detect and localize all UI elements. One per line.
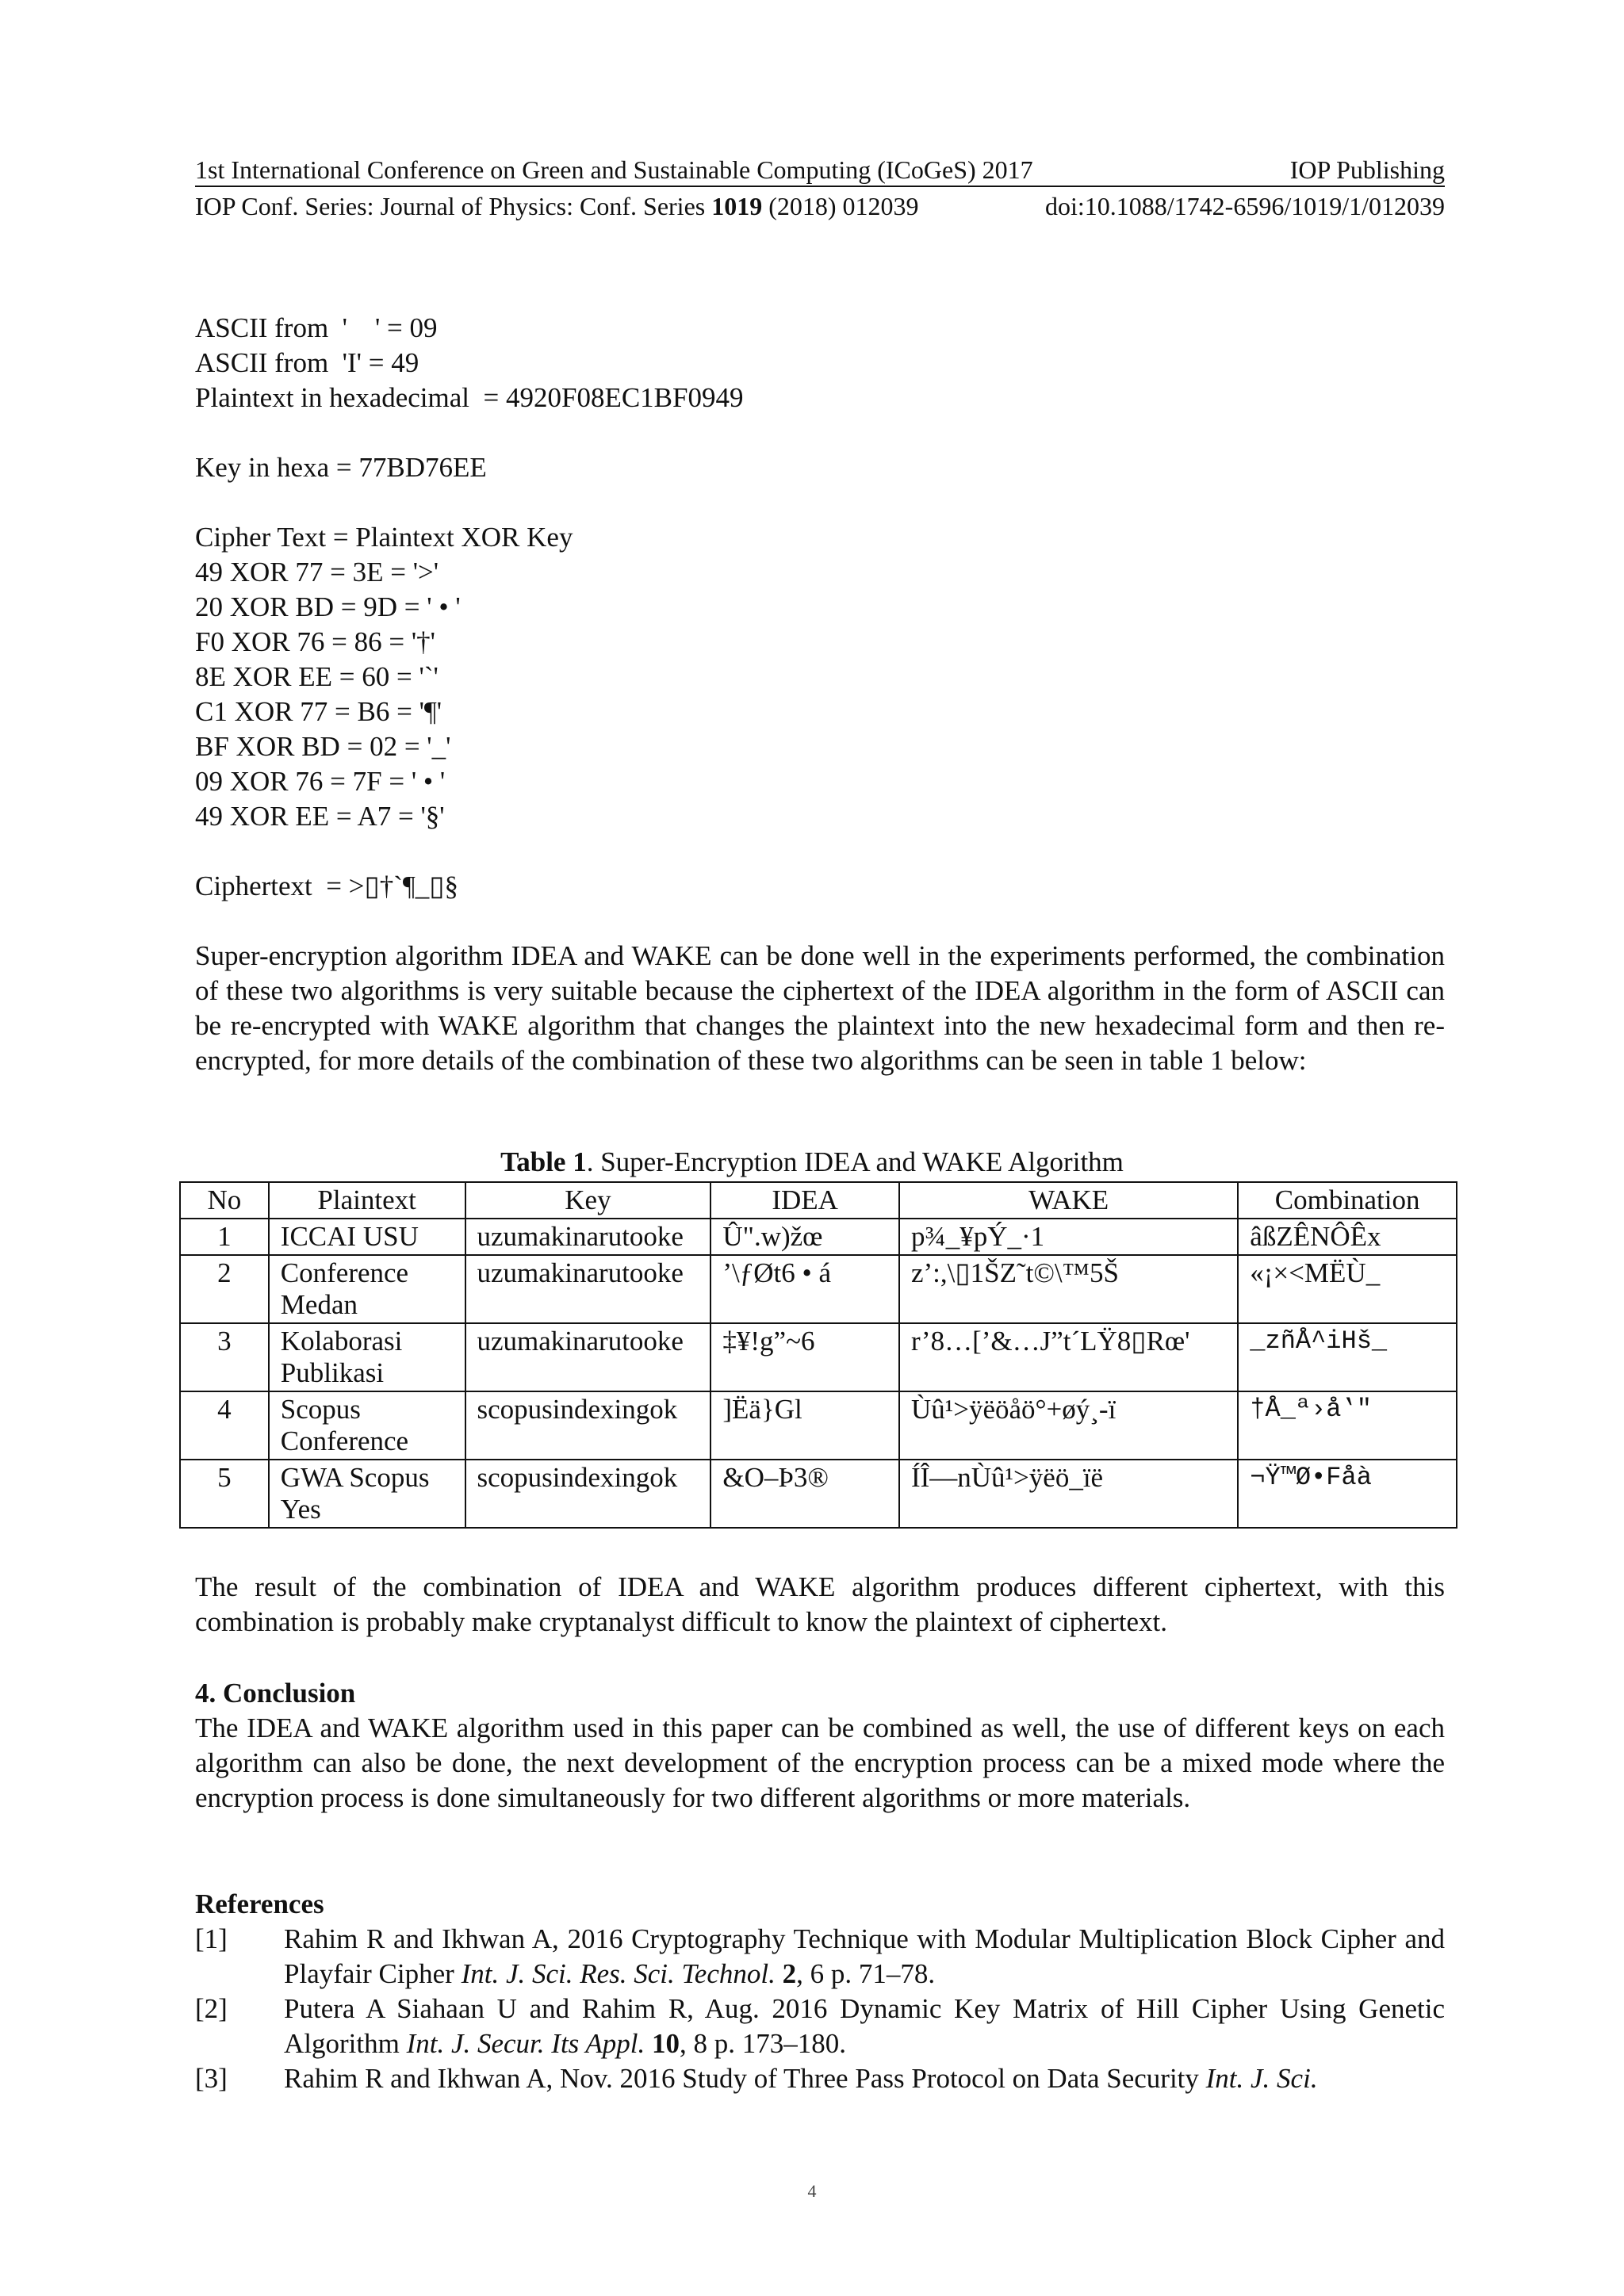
cell-wake: z’:,\▯1ŠZ˜t©\™5Š bbox=[899, 1255, 1238, 1323]
cell-key: scopusindexingok bbox=[465, 1391, 711, 1460]
table-row bbox=[180, 1460, 1457, 1528]
doi-text: doi:10.1088/1742-6596/1019/1/012039 bbox=[1045, 192, 1445, 220]
header-rule bbox=[195, 186, 1445, 187]
column-header: WAKE bbox=[899, 1182, 1238, 1219]
publisher-name: IOP Publishing bbox=[1289, 155, 1445, 184]
column-header: Key bbox=[465, 1182, 711, 1219]
key-line: Key in hexa = 77BD76EE bbox=[195, 452, 487, 483]
xor-line: 20 XOR BD = 9D = ' • ' bbox=[195, 591, 461, 622]
cell-wake: Ùû¹>ÿëöåö°+øý¸-ï bbox=[899, 1391, 1238, 1460]
conference-name: 1st International Conference on Green and Sustainable Computing (ICoGeS) 2017 bbox=[195, 155, 1033, 184]
plaintext-hex-line: Plaintext in hexadecimal = 4920F08EC1BF0949 bbox=[195, 382, 744, 413]
table-row bbox=[180, 1391, 1457, 1460]
ascii-line: ASCII from ' ' = 09 bbox=[195, 312, 438, 343]
table-row bbox=[180, 1255, 1457, 1323]
cell-idea: ]Ëä}Gl bbox=[710, 1391, 899, 1460]
cell-key: scopusindexingok bbox=[465, 1460, 711, 1528]
column-header: IDEA bbox=[710, 1182, 899, 1219]
conclusion-paragraph: The IDEA and WAKE algorithm used in this paper can be combined as well, the use of different keys on each algorithm can also be done, the next development of the encryption process can be a mixed mode where the encryption process is done simultaneously for two different algorithms or more materials. bbox=[195, 1712, 1445, 1813]
cell-idea: ’\ƒØt6 • á bbox=[710, 1255, 899, 1323]
reference-number: [3] bbox=[195, 2063, 228, 2094]
results-table bbox=[179, 1181, 1457, 1529]
xor-line: 8E XOR EE = 60 = '`' bbox=[195, 661, 439, 692]
cell-wake: r’8…[’&…J”t´LŸ8▯Rœ' bbox=[899, 1323, 1238, 1391]
cell-plaintext: Scopus Conference bbox=[269, 1391, 465, 1460]
body-paragraph: Super-encryption algorithm IDEA and WAKE can be done well in the experiments performed, the combination of these two algorithms is very suitable because the ciphertext of the IDEA algorithm in the form of ASCII can be re-encrypted with WAKE algorithm that changes the plaintext into the new hexadecimal form and then re-encrypted, for more details of the combination of these two algorithms can be seen in table 1 below: bbox=[195, 940, 1445, 1076]
cell-key: uzumakinarutooke bbox=[465, 1219, 711, 1255]
conclusion-section bbox=[195, 1676, 1445, 1816]
reference-item bbox=[195, 2061, 1445, 2096]
reference-number: [2] bbox=[195, 1993, 228, 2024]
cell-idea: Û".w)žœ bbox=[710, 1219, 899, 1255]
xor-block bbox=[195, 520, 1445, 834]
reference-item bbox=[195, 1922, 1445, 1992]
result-paragraph: The result of the combination of IDEA and WAKE algorithm produces different ciphertext, with this combination is probably make cryptanalyst difficult to know the plaintext of ciphertext. bbox=[195, 1571, 1445, 1637]
cell-no: 2 bbox=[180, 1255, 269, 1323]
series-citation: IOP Conf. Series: Journal of Physics: Conf. Series 1019 (2018) 012039 bbox=[195, 192, 919, 220]
reference-number: [1] bbox=[195, 1923, 228, 1954]
series-header bbox=[195, 189, 1445, 224]
page-number: 4 bbox=[807, 2181, 817, 2201]
xor-line: 09 XOR 76 = 7F = ' • ' bbox=[195, 766, 446, 797]
section-heading: 4. Conclusion bbox=[195, 1678, 356, 1709]
column-header: Plaintext bbox=[269, 1182, 465, 1219]
ascii-block bbox=[195, 311, 1445, 415]
cell-no: 1 bbox=[180, 1219, 269, 1255]
reference-item bbox=[195, 1992, 1445, 2061]
table-row bbox=[180, 1323, 1457, 1391]
table-row bbox=[180, 1219, 1457, 1255]
running-header bbox=[195, 152, 1445, 187]
references-heading: References bbox=[195, 1888, 324, 1919]
table-header-row bbox=[180, 1182, 1457, 1219]
xor-line: BF XOR BD = 02 = '_' bbox=[195, 731, 451, 762]
references-section bbox=[195, 1887, 1445, 2096]
ascii-line: ASCII from 'I' = 49 bbox=[195, 347, 419, 378]
cell-combination: †Å_ª›å‛" bbox=[1238, 1391, 1457, 1460]
cell-plaintext: ICCAI USU bbox=[269, 1219, 465, 1255]
cell-combination: _zñÅ^iHš_ bbox=[1238, 1323, 1457, 1391]
xor-line: F0 XOR 76 = 86 = '†' bbox=[195, 626, 435, 657]
ciphertext-line: Ciphertext = >▯†`¶_▯§ bbox=[195, 871, 459, 901]
cell-combination: «¡×<MËÙ_ bbox=[1238, 1255, 1457, 1323]
reference-text: Rahim R and Ikhwan A, Nov. 2016 Study of Three Pass Protocol on Data Security Int. J. Sci. bbox=[284, 2063, 1318, 2094]
cell-key: uzumakinarutooke bbox=[465, 1255, 711, 1323]
cell-no: 5 bbox=[180, 1460, 269, 1528]
cell-plaintext: Kolaborasi Publikasi bbox=[269, 1323, 465, 1391]
cell-no: 4 bbox=[180, 1391, 269, 1460]
cell-idea: &O–Þ3® bbox=[710, 1460, 899, 1528]
cell-wake: p¾_¥pÝ_·1 bbox=[899, 1219, 1238, 1255]
cell-no: 3 bbox=[180, 1323, 269, 1391]
cell-combination: ¬Ÿ™Ø•Fåà bbox=[1238, 1460, 1457, 1528]
reference-text: Putera A Siahaan U and Rahim R, Aug. 2016 Dynamic Key Matrix of Hill Cipher Using Genetic Algorithm Int. J. Secur. Its Appl. 10, 8 p. 173–180. bbox=[284, 1993, 1445, 2059]
column-header: No bbox=[180, 1182, 269, 1219]
cell-plaintext: Conference Medan bbox=[269, 1255, 465, 1323]
xor-line: C1 XOR 77 = B6 = '¶' bbox=[195, 696, 442, 727]
cell-wake: ÍÎ—nÙû¹>ÿëö_ïë bbox=[899, 1460, 1238, 1528]
table-caption: Table 1. Super-Encryption IDEA and WAKE Algorithm bbox=[500, 1146, 1124, 1177]
cell-idea: ‡¥!g”~6 bbox=[710, 1323, 899, 1391]
cell-key: uzumakinarutooke bbox=[465, 1323, 711, 1391]
reference-text: Rahim R and Ikhwan A, 2016 Cryptography Technique with Modular Multiplication Block Cipher and Playfair Cipher Int. J. Sci. Res. Sci. Technol. 2, 6 p. 71–78. bbox=[284, 1923, 1445, 1989]
xor-line: 49 XOR 77 = 3E = '>' bbox=[195, 557, 439, 587]
xor-line: 49 XOR EE = A7 = '§' bbox=[195, 801, 445, 832]
column-header: Combination bbox=[1238, 1182, 1457, 1219]
xor-line: Cipher Text = Plaintext XOR Key bbox=[195, 522, 573, 553]
cell-combination: âßZÊNÔÊx bbox=[1238, 1219, 1457, 1255]
cell-plaintext: GWA Scopus Yes bbox=[269, 1460, 465, 1528]
